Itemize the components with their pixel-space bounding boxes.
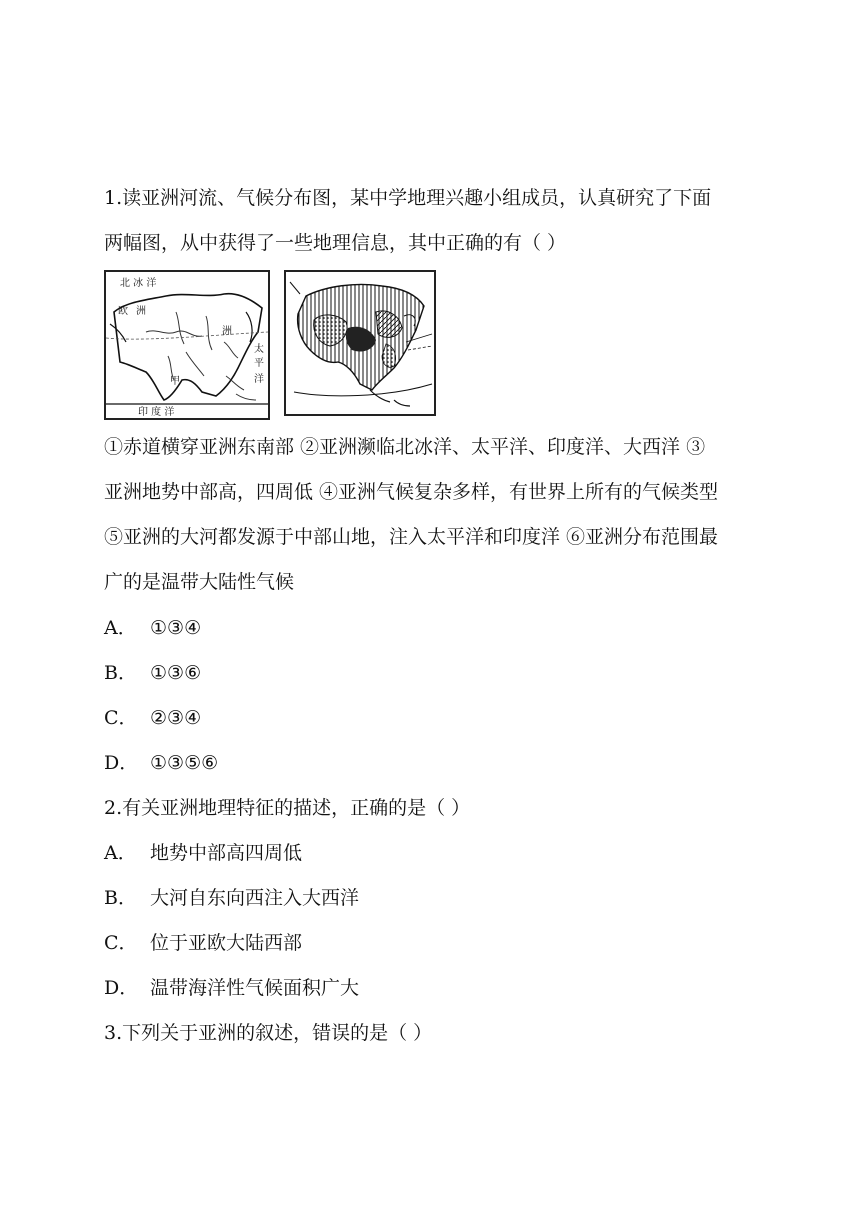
q2-option-d bbox=[104, 976, 359, 1000]
label-arctic-ocean: 北 冰 洋 bbox=[120, 278, 157, 289]
label-pacific-2: 平 bbox=[254, 358, 264, 369]
option-text: ①③④ bbox=[150, 617, 202, 639]
option-letter: D． bbox=[104, 752, 139, 774]
q1-option-d bbox=[104, 751, 218, 775]
q1-stem-line-2: 两幅图，从中获得了一些地理信息，其中正确的有（ ） bbox=[104, 232, 567, 254]
label-pacific-3: 洋 bbox=[254, 374, 264, 385]
q2-option-b bbox=[104, 886, 359, 910]
label-europe-1: 欧 bbox=[118, 306, 128, 317]
option-text: ②③④ bbox=[150, 707, 202, 729]
q1-option-c bbox=[104, 706, 201, 730]
label-europe-2: 洲 bbox=[136, 306, 146, 317]
option-text: ①③⑥ bbox=[150, 662, 202, 684]
option-letter: A． bbox=[104, 842, 137, 864]
option-letter: B． bbox=[104, 662, 137, 684]
q2-option-c bbox=[104, 931, 302, 955]
label-jia: 甲 bbox=[170, 376, 180, 387]
asia-rivers-map bbox=[104, 270, 270, 420]
label-zhou: 洲 bbox=[222, 326, 232, 337]
q3-stem: 3.下列关于亚洲的叙述，错误的是（ ） bbox=[104, 1022, 433, 1044]
q1-statement-line-1: ①赤道横穿亚洲东南部 ②亚洲濒临北冰洋、太平洋、印度洋、大西洋 ③ bbox=[104, 436, 706, 458]
option-text: 位于亚欧大陆西部 bbox=[150, 932, 303, 954]
option-text: 大河自东向西注入大西洋 bbox=[150, 887, 360, 909]
option-text: 地势中部高四周低 bbox=[150, 842, 303, 864]
option-letter: C． bbox=[104, 932, 138, 954]
option-letter: B． bbox=[104, 887, 137, 909]
option-letter: C． bbox=[104, 707, 138, 729]
option-letter: D． bbox=[104, 977, 139, 999]
q2-stem: 2.有关亚洲地理特征的描述，正确的是（ ） bbox=[104, 797, 471, 819]
label-indian-ocean: 印 度 洋 bbox=[138, 407, 175, 418]
option-letter: A． bbox=[104, 617, 137, 639]
q1-stem-line-1: 1.读亚洲河流、气候分布图，某中学地理兴趣小组成员，认真研究了下面 bbox=[104, 187, 712, 209]
asia-climate-map bbox=[284, 270, 436, 416]
q1-statement-line-4: 广的是温带大陆性气候 bbox=[104, 571, 295, 593]
q2-option-a bbox=[104, 841, 302, 865]
label-pacific-1: 太 bbox=[254, 344, 264, 355]
option-text: 温带海洋性气候面积广大 bbox=[150, 977, 360, 999]
q1-option-a bbox=[104, 616, 201, 640]
q1-statement-line-3: ⑤亚洲的大河都发源于中部山地，注入太平洋和印度洋 ⑥亚洲分布范围最 bbox=[104, 526, 719, 548]
option-text: ①③⑤⑥ bbox=[150, 752, 219, 774]
q1-statement-line-2: 亚洲地势中部高，四周低 ④亚洲气候复杂多样，有世界上所有的气候类型 bbox=[104, 481, 719, 503]
q1-option-b bbox=[104, 661, 201, 685]
